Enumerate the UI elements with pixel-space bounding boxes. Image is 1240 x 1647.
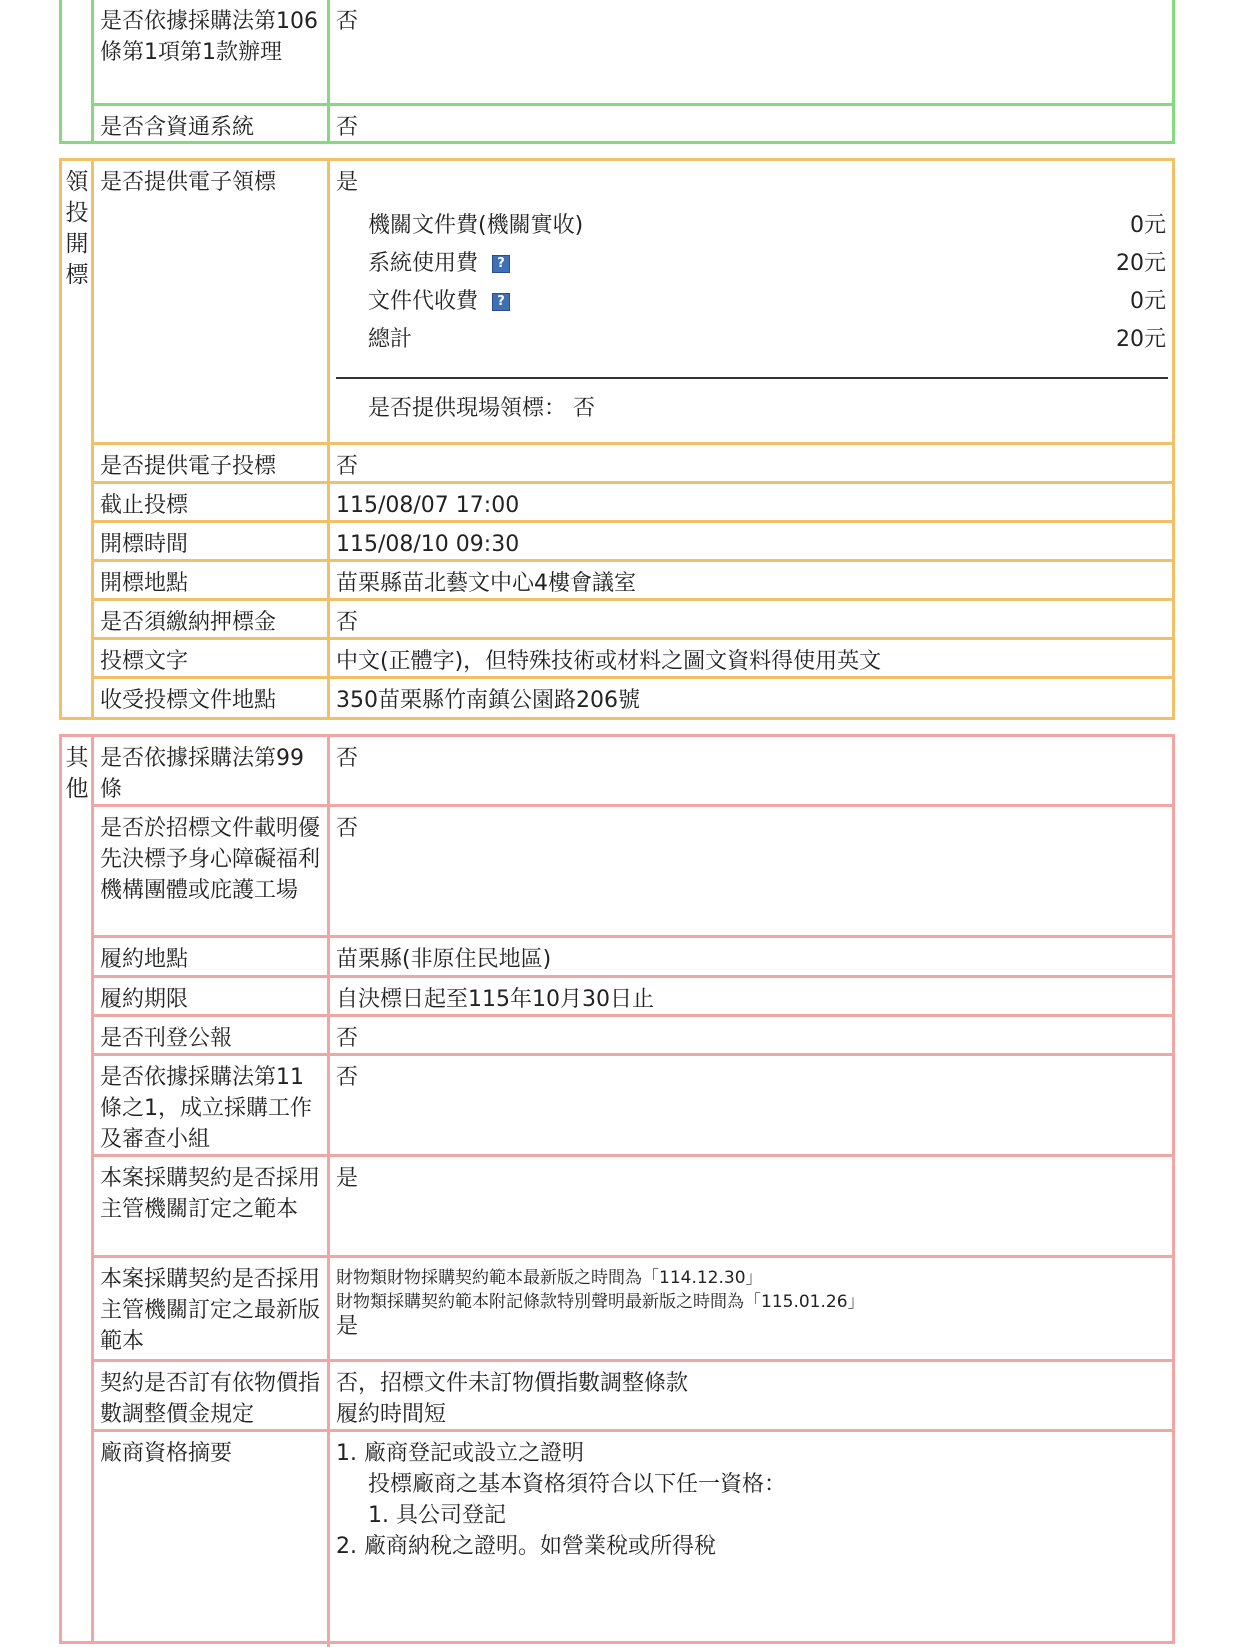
field-value: 否 [336,9,359,34]
field-value: 是 [336,1166,359,1191]
section-title: 領投開標 [65,169,89,288]
field-label: 契約是否訂有依物價指數調整價金規定 [94,1362,330,1429]
field-label: 是否含資通系統 [94,106,330,144]
row-performance-location [94,938,1172,978]
qualification-line: 2. 廠商納稅之證明。如營業稅或所得稅 [336,1534,716,1559]
section-side-column [62,0,94,141]
field-value: 苗栗縣苗北藝文中心4樓會議室 [336,571,636,596]
field-label: 是否於招標文件載明優先決標予身心障礙福利機構團體或庇護工場 [94,807,330,935]
field-label: 收受投標文件地點 [94,679,330,717]
section-side-column [62,737,94,1641]
field-label: 是否依據採購法第99條 [94,737,330,804]
field-value: 350苗栗縣竹南鎮公園路206號 [336,688,640,713]
field-value: 是 [336,1314,359,1339]
fee-label: 文件代收費 [368,289,479,314]
fee-divider [336,377,1168,379]
qualification-line: 投標廠商之基本資格須符合以下任一資格： [368,1472,787,1497]
field-value: 自決標日起至115年10月30日止 [336,987,654,1012]
row-bid-submission-address [94,679,1172,717]
template-version-note: 財物類採購契約範本附記條款特別聲明最新版之時間為「115.01.26」 [336,1292,865,1312]
field-value: 否 [336,1065,359,1090]
fee-item [368,284,1166,320]
fee-amount: 20元 [1116,327,1166,352]
field-label: 是否提供電子投標 [94,445,330,481]
row-electronic-bidding [94,445,1172,484]
row-vendor-qualification [94,1432,1172,1647]
field-value: 否 [336,115,359,140]
field-label: 截止投標 [94,484,330,520]
field-label: 本案採購契約是否採用主管機關訂定之最新版範本 [94,1258,330,1359]
bidding-opening-section [59,158,1175,720]
section-side-column [62,161,94,717]
fee-amount: 0元 [1130,289,1166,314]
fee-label: 總計 [368,327,413,352]
fee-label-group [368,246,510,282]
procurement-info-section [59,0,1175,144]
fee-amount: 20元 [1116,251,1166,276]
row-bid-bond [94,601,1172,640]
field-label: 本案採購契約是否採用主管機關訂定之範本 [94,1157,330,1255]
fee-label: 機關文件費(機關實收) [368,213,584,238]
field-value-block [330,1362,1172,1429]
row-opening-time [94,523,1172,562]
qualification-line: 1. 具公司登記 [368,1503,506,1528]
field-label: 是否提供電子領標 [94,161,330,442]
field-value-block [330,1432,1172,1647]
template-version-note: 財物類財物採購契約範本最新版之時間為「114.12.30」 [336,1268,763,1288]
field-value: 115/08/10 09:30 [336,532,520,557]
row-opening-location [94,562,1172,601]
field-label: 履約地點 [94,938,330,975]
field-value: 115/08/07 17:00 [336,493,520,518]
field-value: 是 [336,170,359,195]
field-label: 是否依據採購法第106條第1項第1款辦理 [94,0,330,103]
fee-label-group [368,284,510,320]
row-bid-language [94,640,1172,679]
fee-item [368,246,1166,282]
field-label: 是否須繳納押標金 [94,601,330,637]
fee-amount: 0元 [1130,213,1166,238]
fee-label: 系統使用費 [368,251,479,276]
field-value: 苗栗縣(非原住民地區) [336,947,552,972]
field-value-block [330,161,1172,442]
field-value: 否 [336,454,359,479]
row-electronic-bid-docs [94,161,1172,445]
field-value: 否，招標文件未訂物價指數調整條款 [336,1371,689,1396]
row-article-11-1 [94,1056,1172,1157]
field-value: 否 [336,1026,359,1051]
field-value: 履約時間短 [336,1402,447,1427]
row-bid-deadline [94,484,1172,523]
onsite-pickup-text: 是否提供現場領標： 否 [368,396,595,421]
row-ict-system [94,106,1172,144]
other-info-section [59,734,1175,1644]
question-help-icon[interactable]: ? [492,293,510,311]
field-label: 開標時間 [94,523,330,559]
field-value: 否 [336,746,359,771]
row-article-106 [94,0,1172,106]
field-label: 投標文字 [94,640,330,676]
row-price-index-adjustment [94,1362,1172,1432]
field-label: 廠商資格摘要 [94,1432,330,1647]
field-value-block [330,1258,1172,1359]
row-article-99 [94,737,1172,807]
field-label: 是否依據採購法第11條之1，成立採購工作及審查小組 [94,1056,330,1154]
field-label: 開標地點 [94,562,330,598]
field-label: 是否刊登公報 [94,1017,330,1053]
section-title: 其他 [65,745,89,802]
row-disability-priority [94,807,1172,938]
field-label: 履約期限 [94,978,330,1014]
field-value: 否 [336,816,359,841]
question-help-icon[interactable]: ? [492,255,510,273]
qualification-line: 1. 廠商登記或設立之證明 [336,1441,584,1466]
fee-item [368,208,1166,244]
row-performance-period [94,978,1172,1017]
row-gazette [94,1017,1172,1056]
fee-item-total [368,322,1166,358]
row-contract-template [94,1157,1172,1258]
row-latest-contract-template [94,1258,1172,1362]
field-value: 否 [336,610,359,635]
field-value: 中文(正體字)，但特殊技術或材料之圖文資料得使用英文 [336,649,882,674]
